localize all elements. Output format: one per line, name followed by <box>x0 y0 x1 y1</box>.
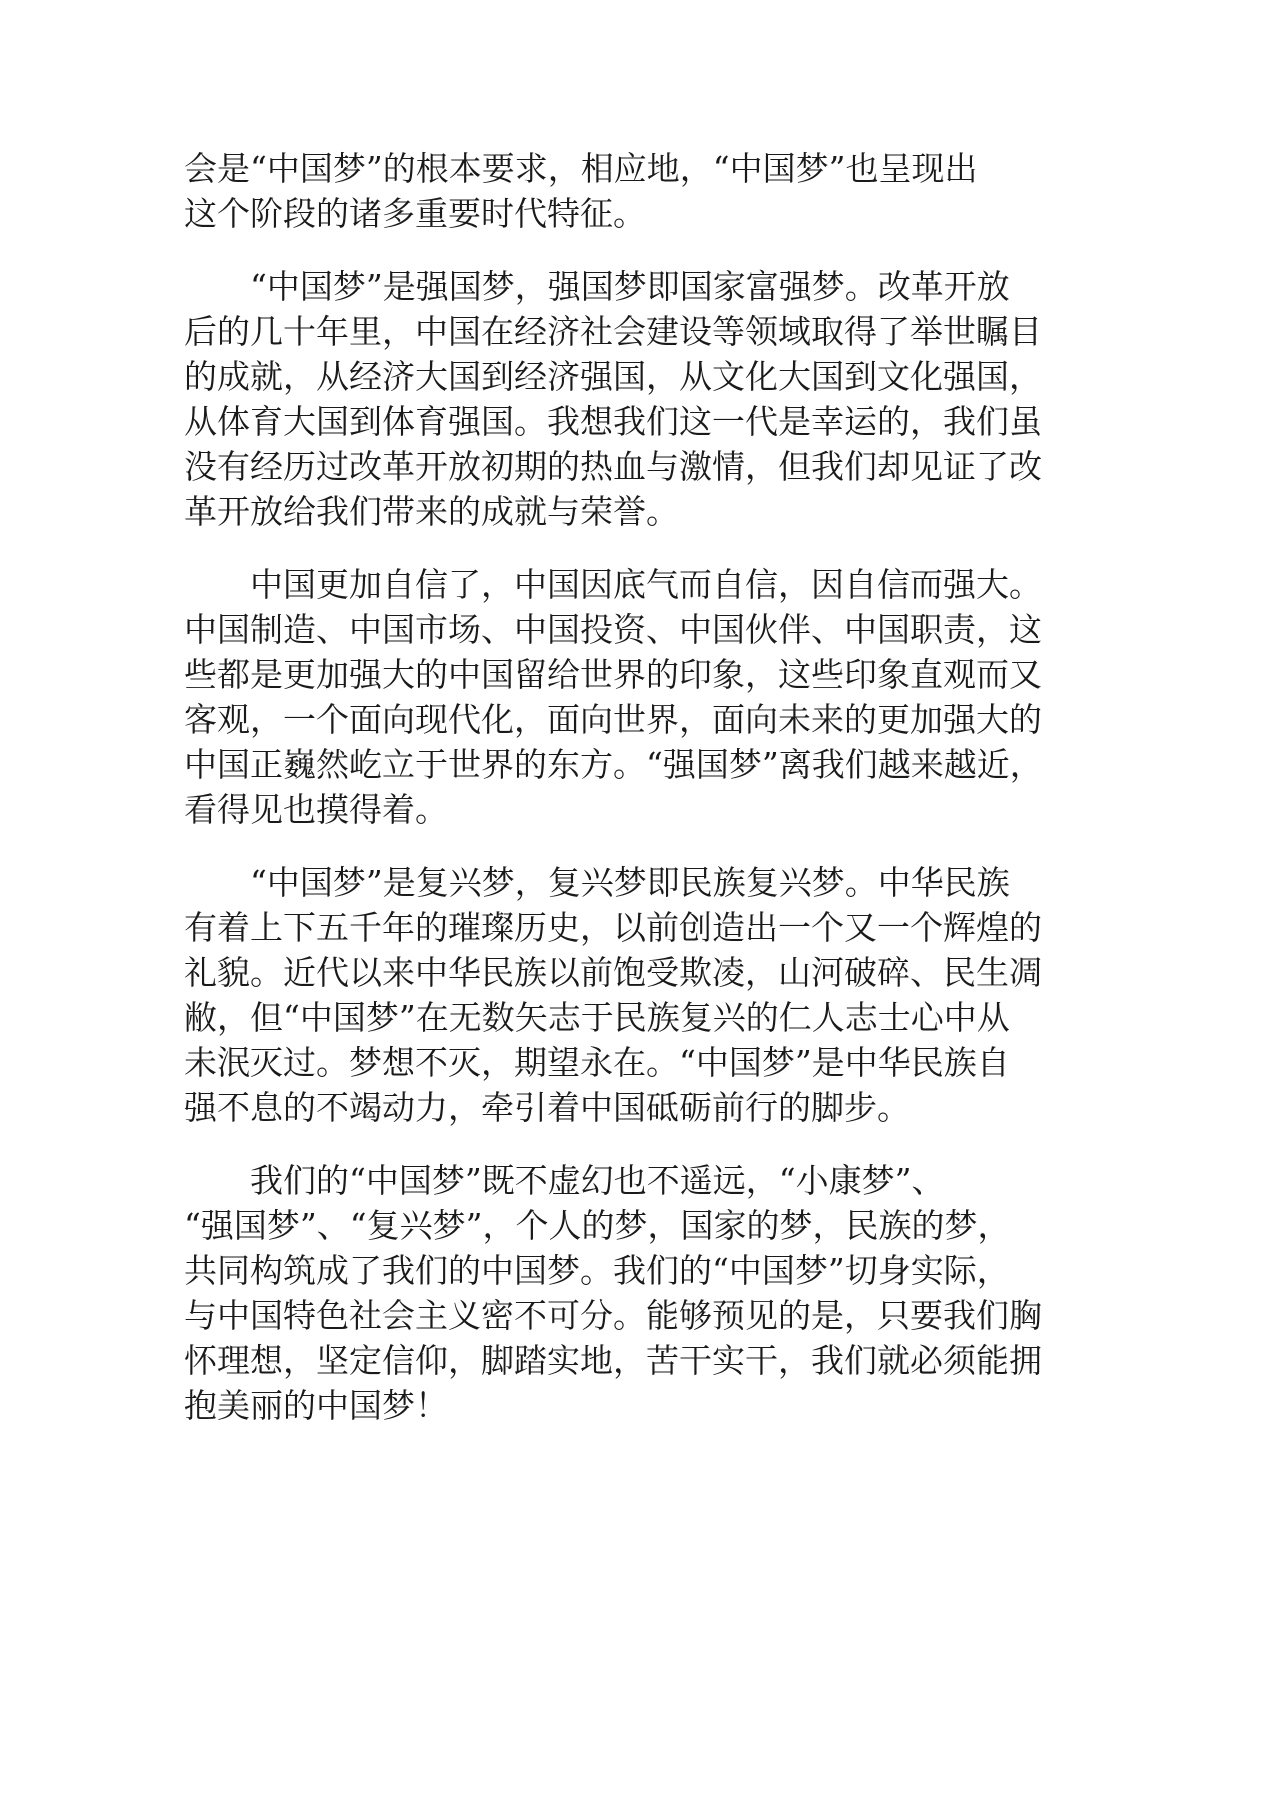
paragraph-line: 看得见也摸得着。 <box>184 790 448 829</box>
paragraph-first-line: “中国梦”是强国梦，强国梦即国家富强梦。改革开放 <box>250 267 1010 306</box>
paragraph-line: 这个阶段的诸多重要时代特征。 <box>184 194 646 233</box>
document-body <box>184 146 1144 1456</box>
paragraph-line: 没有经历过改革开放初期的热血与激情，但我们却见证了改 <box>184 447 1042 486</box>
paragraph-first-line: 我们的“中国梦”既不虚幻也不遥远，“小康梦”、 <box>250 1161 945 1200</box>
paragraph-line: 礼貌。近代以来中华民族以前饱受欺凌，山河破碎、民生凋 <box>184 953 1042 992</box>
paragraph-line: 的成就，从经济大国到经济强国，从文化大国到文化强国， <box>184 357 1042 396</box>
paragraph-line: “强国梦”、“复兴梦”，个人的梦，国家的梦，民族的梦， <box>184 1206 1011 1245</box>
paragraph-line: 革开放给我们带来的成就与荣誉。 <box>184 492 679 531</box>
paragraph-line: 敝，但“中国梦”在无数矢志于民族复兴的仁人志士心中从 <box>184 998 1010 1037</box>
paragraph-line: 强不息的不竭动力，牵引着中国砥砺前行的脚步。 <box>184 1088 910 1127</box>
paragraph-line: 怀理想，坚定信仰，脚踏实地，苦干实干，我们就必须能拥 <box>184 1341 1042 1380</box>
paragraph-4 <box>184 860 1144 1130</box>
paragraph-1 <box>184 146 1144 236</box>
paragraph-line: 从体育大国到体育强国。我想我们这一代是幸运的，我们虽 <box>184 402 1042 441</box>
paragraph-line: 与中国特色社会主义密不可分。能够预见的是，只要我们胸 <box>184 1296 1042 1335</box>
paragraph-2 <box>184 264 1144 534</box>
paragraph-first-line: 中国更加自信了，中国因底气而自信，因自信而强大。 <box>250 565 1042 604</box>
paragraph-3 <box>184 562 1144 832</box>
paragraph-line: 共同构筑成了我们的中国梦。我们的“中国梦”切身实际， <box>184 1251 1010 1290</box>
paragraph-line: 些都是更加强大的中国留给世界的印象，这些印象直观而又 <box>184 655 1042 694</box>
paragraph-line: 客观，一个面向现代化，面向世界，面向未来的更加强大的 <box>184 700 1042 739</box>
paragraph-line: 未泯灭过。梦想不灭，期望永在。“中国梦”是中华民族自 <box>184 1043 1010 1082</box>
paragraph-line: 中国正巍然屹立于世界的东方。“强国梦”离我们越来越近， <box>184 745 1043 784</box>
paragraph-line: 有着上下五千年的璀璨历史，以前创造出一个又一个辉煌的 <box>184 908 1042 947</box>
paragraph-line: 中国制造、中国市场、中国投资、中国伙伴、中国职责，这 <box>184 610 1042 649</box>
paragraph-5 <box>184 1158 1144 1428</box>
paragraph-line: 后的几十年里，中国在经济社会建设等领域取得了举世瞩目 <box>184 312 1042 351</box>
paragraph-line: 抱美丽的中国梦！ <box>184 1386 448 1425</box>
paragraph-line: 会是“中国梦”的根本要求，相应地，“中国梦”也呈现出 <box>184 149 978 188</box>
paragraph-first-line: “中国梦”是复兴梦，复兴梦即民族复兴梦。中华民族 <box>250 863 1010 902</box>
